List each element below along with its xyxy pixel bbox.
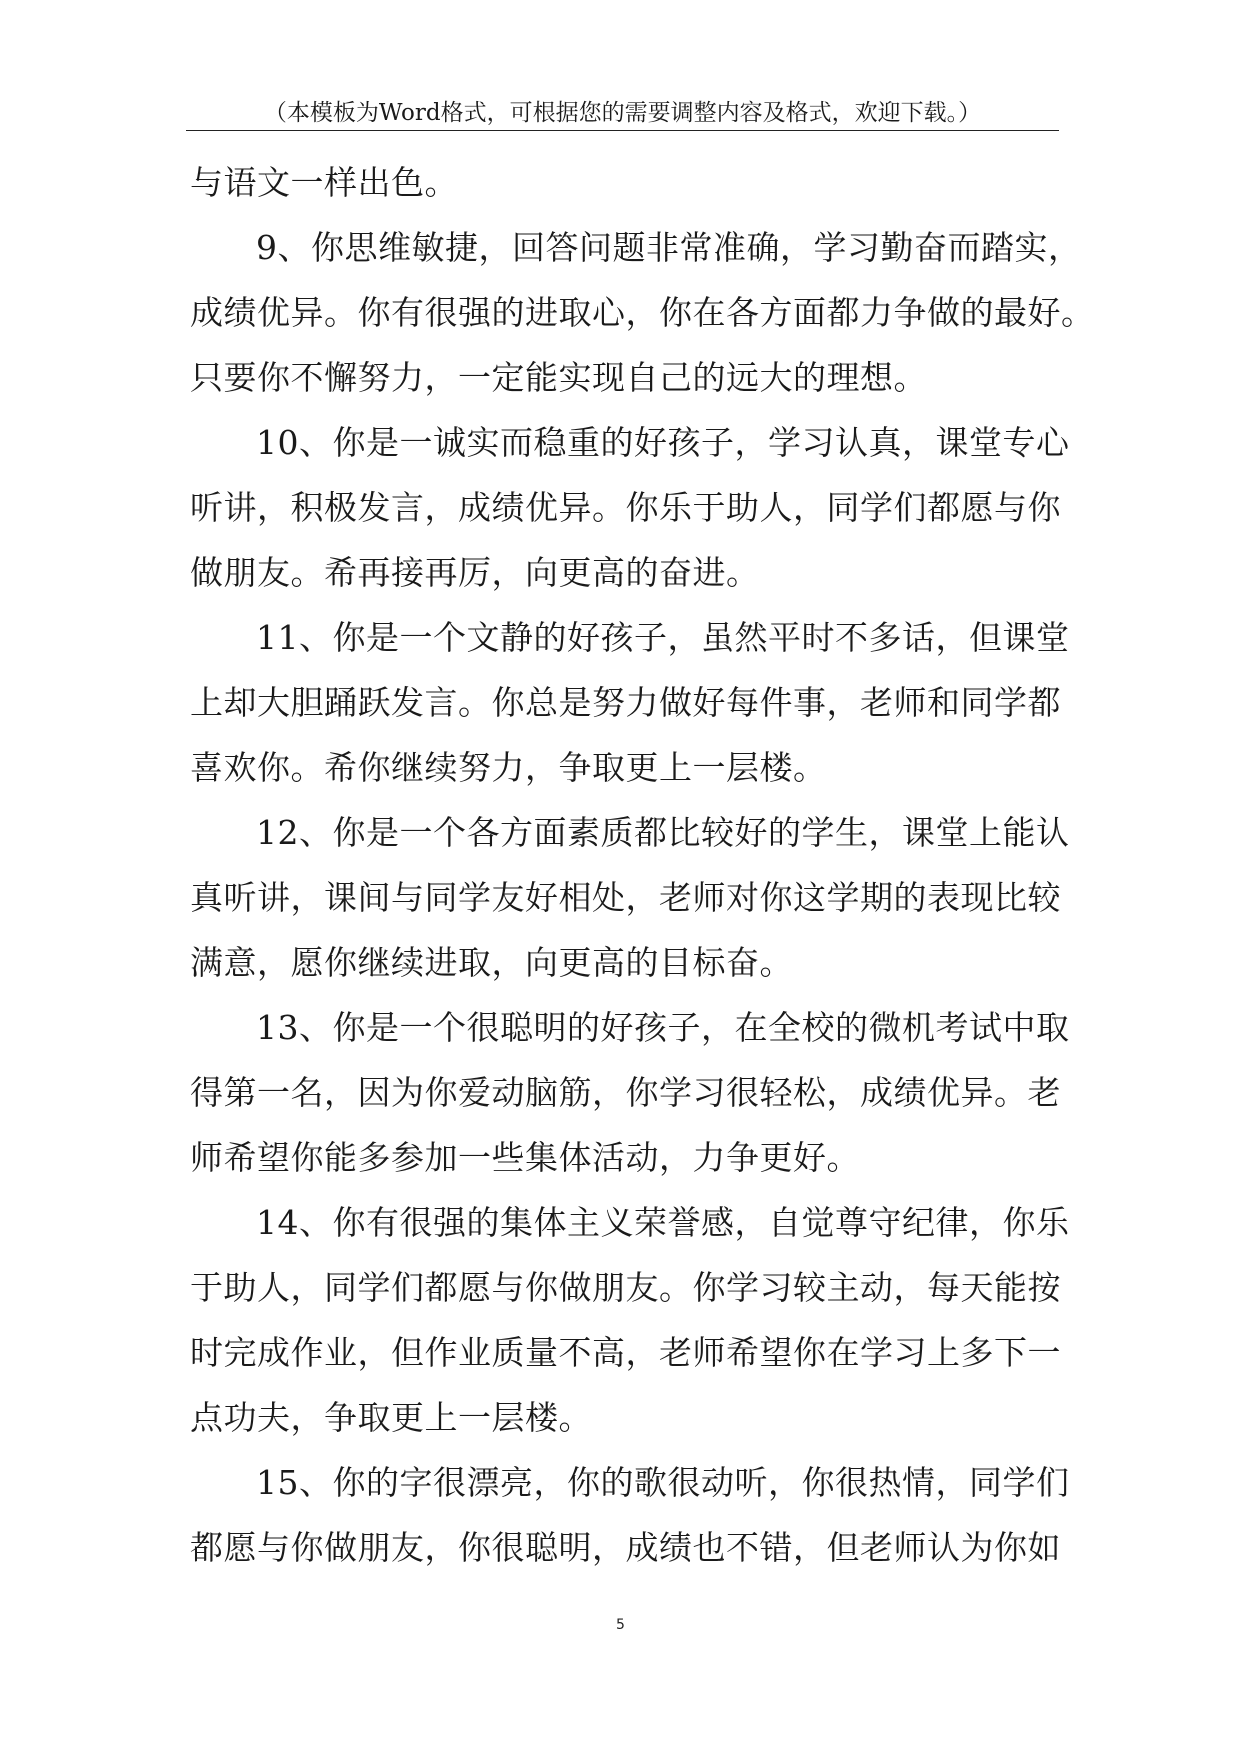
paragraph-line: 15、你的字很漂亮，你的歌很动听，你很热情，同学们 — [256, 1463, 1070, 1502]
paragraph-continuation — [190, 150, 1062, 215]
paragraph-comment-15 — [190, 1450, 1070, 1580]
paragraph-line: 上却大胆踊跃发言。你总是努力做好每件事，老师和同学都 — [190, 683, 1061, 722]
paragraph-line: 与语文一样出色。 — [190, 163, 458, 202]
paragraph-comment-13 — [190, 995, 1070, 1190]
paragraph-line: 师希望你能多参加一些集体活动，力争更好。 — [190, 1138, 860, 1177]
paragraph-line: 13、你是一个很聪明的好孩子，在全校的微机考试中取 — [256, 1008, 1070, 1047]
paragraph-line: 点功夫，争取更上一层楼。 — [190, 1398, 592, 1437]
paragraph-comment-11 — [190, 605, 1070, 800]
document-body — [190, 150, 1095, 1580]
paragraph-comment-10 — [190, 410, 1070, 605]
paragraph-line: 做朋友。希再接再厉，向更高的奋进。 — [190, 553, 760, 592]
paragraph-line: 都愿与你做朋友，你很聪明，成绩也不错，但老师认为你如 — [190, 1528, 1061, 1567]
paragraph-comment-9 — [190, 215, 1095, 410]
paragraph-line: 9、你思维敏捷，回答问题非常准确，学习勤奋而踏实， — [256, 228, 1082, 267]
paragraph-line: 于助人，同学们都愿与你做朋友。你学习较主动，每天能按 — [190, 1268, 1061, 1307]
paragraph-line: 11、你是一个文静的好孩子，虽然平时不多话，但课堂 — [256, 618, 1070, 657]
paragraph-line: 只要你不懈努力，一定能实现自己的远大的理想。 — [190, 358, 927, 397]
paragraph-line: 12、你是一个各方面素质都比较好的学生，课堂上能认 — [256, 813, 1070, 852]
paragraph-line: 听讲，积极发言，成绩优异。你乐于助人，同学们都愿与你 — [190, 488, 1061, 527]
paragraph-line: 14、你有很强的集体主义荣誉感，自觉尊守纪律，你乐 — [256, 1203, 1070, 1242]
paragraph-line: 喜欢你。希你继续努力，争取更上一层楼。 — [190, 748, 827, 787]
paragraph-line: 满意，愿你继续进取，向更高的目标奋。 — [190, 943, 793, 982]
paragraph-line: 得第一名，因为你爱动脑筋，你学习很轻松，成绩优异。老 — [190, 1073, 1061, 1112]
paragraph-line: 10、你是一诚实而稳重的好孩子，学习认真，课堂专心 — [256, 423, 1070, 462]
paragraph-comment-14 — [190, 1190, 1070, 1450]
paragraph-line: 成绩优异。你有很强的进取心，你在各方面都力争做的最好。 — [190, 293, 1095, 332]
paragraph-line: 真听讲，课间与同学友好相处，老师对你这学期的表现比较 — [190, 878, 1061, 917]
page-number: 5 — [616, 1617, 625, 1633]
paragraph-line: 时完成作业，但作业质量不高，老师希望你在学习上多下一 — [190, 1333, 1061, 1372]
page-header-note: （本模板为Word格式，可根据您的需要调整内容及格式，欢迎下载。） — [186, 96, 1059, 131]
paragraph-comment-12 — [190, 800, 1070, 995]
